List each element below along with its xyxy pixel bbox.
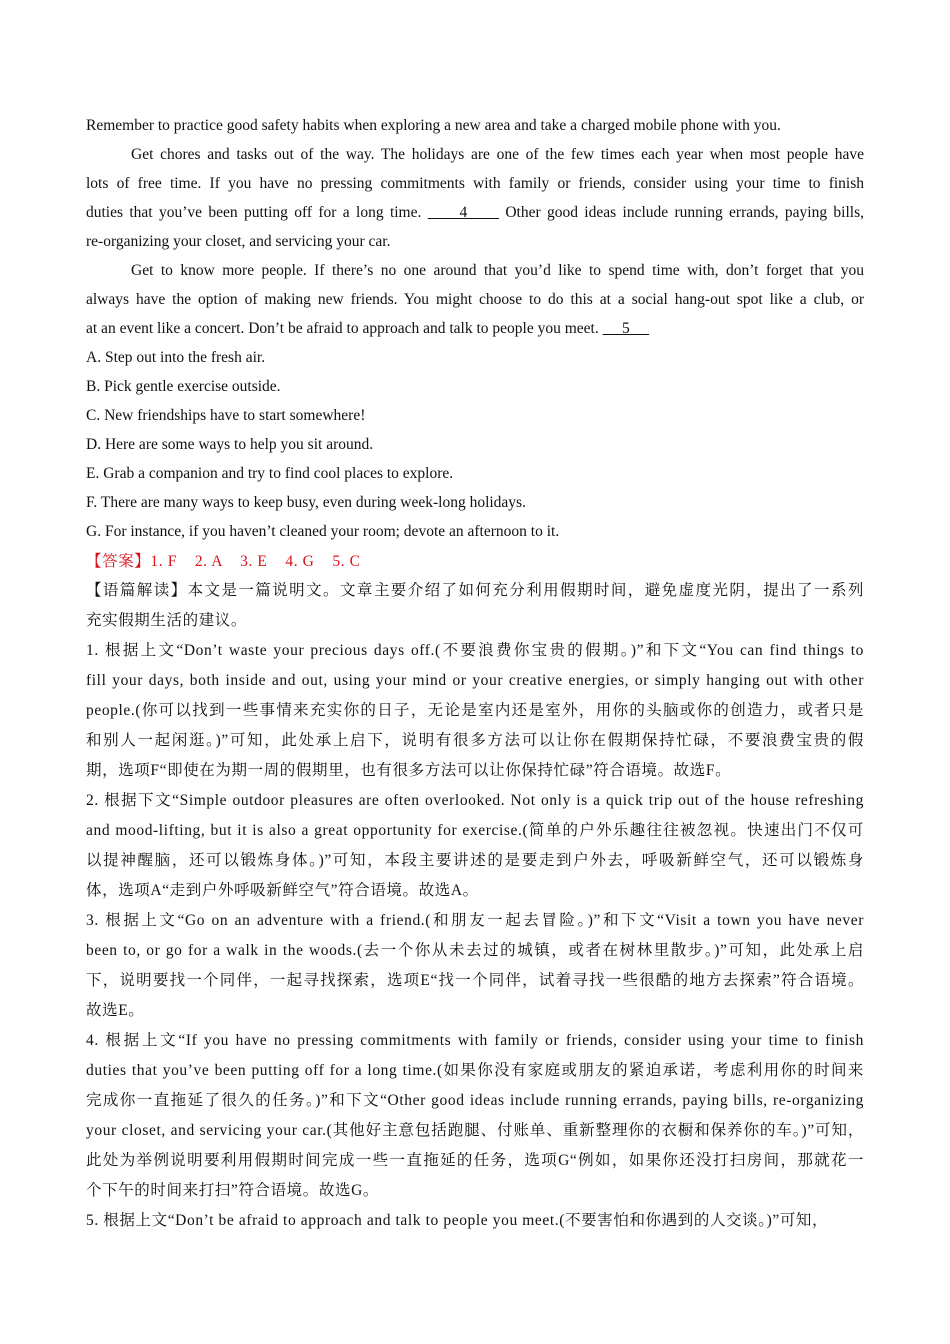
- explanation-line: 2. 根据下文“Simple outdoor pleasures are often overlooked. Not only is a quick trip out of the house refreshing: [86, 792, 864, 809]
- explanation-line: fill your days, both inside and out, using your mind or your creative energies, or simply hanging out with other: [86, 672, 864, 689]
- passage-line: [86, 314, 864, 343]
- passage-text: duties that you’ve been putting off for a long time.: [86, 204, 428, 221]
- reading-passage: [86, 111, 864, 343]
- explanation-line: been to, or go for a walk in the woods.(去一个你从未去过的城镇，或者在树林里散步。)”可知，此处承上启: [86, 942, 864, 959]
- blank-4: 4: [427, 204, 499, 221]
- passage-line: lots of free time. If you have no pressing commitments with family or friends, consider using your time to finish: [86, 175, 864, 192]
- explanation-line: 3. 根据上文“Go on an adventure with a friend.(和朋友一起去冒险。)”和下文“Visit a town you have never: [86, 912, 864, 929]
- explanation-line: 下，说明要找一个同伴，一起寻找探索，选项E“找一个同伴，试着寻找一些很酷的地方去探索”符合语境。: [86, 972, 864, 989]
- page-content: [86, 111, 864, 1236]
- explanation-line: 5. 根据上文“Don’t be afraid to approach and talk to people you meet.(不要害怕和你遇到的人交谈。)”可知，: [86, 1212, 829, 1229]
- explanation-line: 和别人一起闲逛。)”可知，此处承上启下，说明有很多方法可以让你在假期保持忙碌，不要浪费宝贵的假: [86, 732, 864, 749]
- explanation-line: 充实假期生活的建议。: [86, 612, 248, 629]
- explanation-line: 体，选项A“走到户外呼吸新鲜空气”符合语境。故选A。: [86, 882, 479, 899]
- passage-line: Get chores and tasks out of the way. The holidays are one of the few times each year when most people have: [131, 146, 864, 163]
- explanation-line: 【语篇解读】本文是一篇说明文。文章主要介绍了如何充分利用假期时间，避免虚度光阴，提出了一系列: [86, 582, 864, 599]
- option-item: B. Pick gentle exercise outside.: [86, 378, 281, 395]
- explanation-line: 以提神醒脑，还可以锻炼身体。)”可知，本段主要讲述的是要走到户外去，呼吸新鲜空气，还可以锻炼身: [86, 852, 864, 869]
- option-item: F. There are many ways to keep busy, even during week-long holidays.: [86, 494, 526, 511]
- option-item: E. Grab a companion and try to find cool places to explore.: [86, 465, 454, 482]
- explanation-line: 故选E。: [86, 1002, 145, 1019]
- passage-text: Other good ideas include running errands, paying bills,: [498, 204, 864, 221]
- explanation-line: 完成你一直拖延了很久的任务。)”和下文“Other good ideas include running errands, paying bills, re-organizing: [86, 1092, 864, 1109]
- explanation-line: 此处为举例说明要利用假期时间完成一些一直拖延的任务，选项G“例如，如果你还没打扫房间，那就花一: [86, 1152, 864, 1169]
- passage-text: at an event like a concert. Don’t be afraid to approach and talk to people you meet.: [86, 320, 603, 337]
- explanation-line: 个下午的时间来打扫”符合语境。故选G。: [86, 1182, 379, 1199]
- options-list: [86, 343, 864, 546]
- explanation-line: duties that you’ve been putting off for a long time.(如果你没有家庭或朋友的紧迫承诺，考虑利用你的时间来: [86, 1062, 864, 1079]
- explanation-line: 4. 根据上文“If you have no pressing commitments with family or friends, consider using your time to finish: [86, 1032, 864, 1049]
- passage-line: Remember to practice good safety habits when exploring a new area and take a charged mobile phone with you.: [86, 117, 781, 134]
- option-item: G. For instance, if you haven’t cleaned your room; devote an afternoon to it.: [86, 523, 560, 540]
- explanation-line: people.(你可以找到一些事情来充实你的日子，无论是室内还是室外，用你的头脑或你的创造力，或者只是: [86, 702, 864, 719]
- blank-5: 5: [602, 320, 650, 337]
- explanation-line: 1. 根据上文“Don’t waste your precious days off.(不要浪费你宝贵的假期。)”和下文“You can find things to: [86, 642, 864, 659]
- explanation: [86, 576, 864, 1236]
- passage-line: re-organizing your closet, and servicing your car.: [86, 233, 391, 250]
- explanation-line: 期，选项F“即使在为期一周的假期里，也有很多方法可以让你保持忙碌”符合语境。故选F。: [86, 762, 732, 779]
- passage-line: always have the option of making new friends. You might choose to do this at a social hang-out spot like a club, or: [86, 291, 864, 308]
- passage-line: [86, 198, 864, 227]
- passage-line: Get to know more people. If there’s no one around that you’d like to spend time with, don’t forget that you: [131, 262, 864, 279]
- option-item: C. New friendships have to start somewhere!: [86, 407, 366, 424]
- option-item: A. Step out into the fresh air.: [86, 349, 266, 366]
- answer-key: 【答案】1. F 2. A 3. E 4. G 5. C: [86, 553, 361, 570]
- explanation-line: your closet, and servicing your car.(其他好主意包括跑腿、付账单、重新整理你的衣橱和保养你的车。)”可知，: [86, 1122, 864, 1139]
- explanation-line: and mood-lifting, but it is also a great opportunity for exercise.(简单的户外乐趣往往被忽视。快速出门不仅可: [86, 822, 864, 839]
- option-item: D. Here are some ways to help you sit around.: [86, 436, 374, 453]
